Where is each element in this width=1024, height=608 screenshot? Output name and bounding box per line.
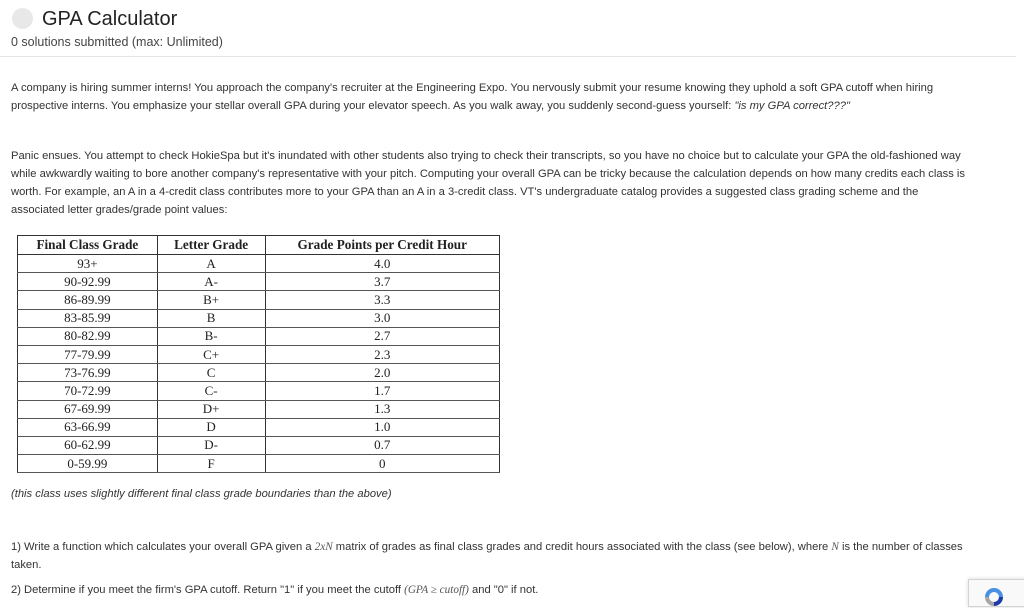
- letter-grade-cell: B: [157, 309, 265, 327]
- question-1-n: N: [831, 541, 839, 553]
- grade-points-cell: 1.3: [265, 400, 499, 418]
- grade-table-row: [18, 309, 500, 327]
- letter-grade-cell: D: [157, 418, 265, 436]
- grade-points-cell: 3.0: [265, 309, 499, 327]
- grade-points-cell: 0.7: [265, 436, 499, 454]
- panic-paragraph: Panic ensues. You attempt to check HokieSpa but it's inundated with other students also trying to check their transcripts, so you have no choice but to calculate your GPA the old-fashioned way while awkwardly waiting to bore another company's representative with your pitch. Computing your overall GPA can be tricky because the calculation depends on how many credits each class is worth. For example, an A in a 4-credit class contributes more to your GPA than an A in a 3-credit class. VT's undergraduate catalog provides a suggested class grading scheme and the associated letter grades/grade point values:: [11, 150, 965, 216]
- header-final-class-grade: Final Class Grade: [18, 236, 158, 255]
- grade-table-row: [18, 273, 500, 291]
- question-2-text-b: and "0" if not.: [468, 584, 539, 596]
- letter-grade-cell: B+: [157, 291, 265, 309]
- header-letter-grade: Letter Grade: [157, 236, 265, 255]
- grade-table-row: [18, 418, 500, 436]
- letter-grade-cell: D+: [157, 400, 265, 418]
- letter-grade-cell: C+: [157, 345, 265, 363]
- question-1-text-c: is the number of classes taken.: [11, 541, 963, 571]
- grade-points-cell: 3.3: [265, 291, 499, 309]
- submission-count: 0 solutions submitted (max: Unlimited): [11, 35, 223, 49]
- grade-points-cell: 4.0: [265, 255, 499, 273]
- final-class-grade-cell: 60-62.99: [18, 436, 158, 454]
- question-1-text-a: 1) Write a function which calculates your overall GPA given a: [11, 541, 315, 553]
- final-class-grade-cell: 67-69.99: [18, 400, 158, 418]
- final-class-grade-cell: 70-72.99: [18, 382, 158, 400]
- grade-table-row: [18, 455, 500, 473]
- grade-points-cell: 0: [265, 455, 499, 473]
- question-2: [11, 582, 981, 598]
- final-class-grade-cell: 90-92.99: [18, 273, 158, 291]
- problem-header: [0, 0, 1016, 57]
- status-circle-icon: [12, 8, 33, 29]
- final-class-grade-cell: 86-89.99: [18, 291, 158, 309]
- question-1-matrix-size: 2xN: [314, 541, 333, 553]
- final-class-grade-cell: 80-82.99: [18, 327, 158, 345]
- grade-table-row: [18, 400, 500, 418]
- grade-points-cell: 1.7: [265, 382, 499, 400]
- letter-grade-cell: C: [157, 364, 265, 382]
- final-class-grade-cell: 0-59.99: [18, 455, 158, 473]
- grade-points-cell: 3.7: [265, 273, 499, 291]
- page-title: GPA Calculator: [42, 8, 178, 30]
- grade-table-row: [18, 436, 500, 454]
- letter-grade-cell: A-: [157, 273, 265, 291]
- grade-points-cell: 2.0: [265, 364, 499, 382]
- grade-table-row: [18, 345, 500, 363]
- intro-quote: "is my GPA correct???": [734, 100, 850, 112]
- intro-paragraph: [11, 79, 971, 115]
- grade-table-body: [18, 255, 500, 473]
- letter-grade-cell: D-: [157, 436, 265, 454]
- header-grade-points: Grade Points per Credit Hour: [265, 236, 499, 255]
- final-class-grade-cell: 93+: [18, 255, 158, 273]
- grade-points-cell: 2.7: [265, 327, 499, 345]
- intro-text: A company is hiring summer interns! You approach the company's recruiter at the Engineering Expo. You nervously submit your resume knowing they uphold a soft GPA cutoff when hiring prospective interns. You emphasize your stellar overall GPA during your elevator speech. As you walk away, you suddenly second-guess yourself:: [11, 82, 934, 112]
- letter-grade-cell: B-: [157, 327, 265, 345]
- final-class-grade-cell: 73-76.99: [18, 364, 158, 382]
- question-2-text-a: 2) Determine if you meet the firm's GPA cutoff. Return "1" if you meet the cutoff: [11, 584, 405, 596]
- final-class-grade-cell: 63-66.99: [18, 418, 158, 436]
- recaptcha-icon: [983, 586, 1005, 608]
- final-class-grade-cell: 77-79.99: [18, 345, 158, 363]
- grade-points-cell: 2.3: [265, 345, 499, 363]
- letter-grade-cell: C-: [157, 382, 265, 400]
- boundary-note: (this class uses slightly different final class grade boundaries than the above): [11, 488, 392, 500]
- grade-table-row: [18, 255, 500, 273]
- final-class-grade-cell: 83-85.99: [18, 309, 158, 327]
- grade-table-row: [18, 382, 500, 400]
- question-1: [11, 539, 981, 574]
- question-2-condition: (GPA ≥ cutoff): [404, 584, 469, 596]
- letter-grade-cell: F: [157, 455, 265, 473]
- grade-table: [17, 235, 500, 473]
- letter-grade-cell: A: [157, 255, 265, 273]
- grade-table-header-row: [18, 236, 500, 255]
- recaptcha-badge[interactable]: [968, 579, 1024, 607]
- grade-table-row: [18, 364, 500, 382]
- grade-table-row: [18, 291, 500, 309]
- grade-table-row: [18, 327, 500, 345]
- question-1-text-b: matrix of grades as final class grades and credit hours associated with the class (see below), where: [332, 541, 832, 553]
- grade-points-cell: 1.0: [265, 418, 499, 436]
